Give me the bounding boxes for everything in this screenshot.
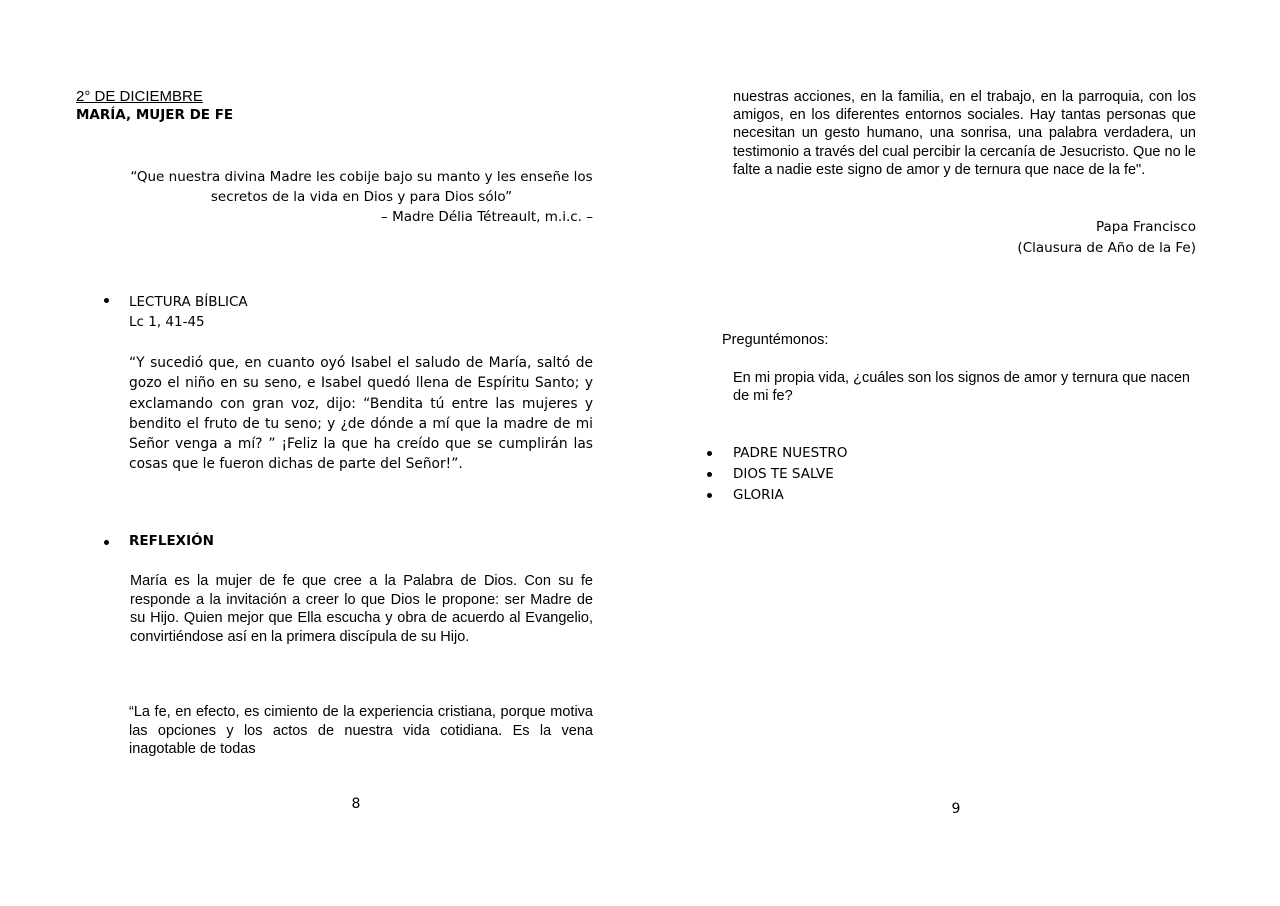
date-heading: 2° DE DICIEMBRE (76, 88, 203, 105)
reflexion-text: María es la mujer de fe que cree a la Palabra de Dios. Con su fe responde a la invitación a creer lo que Dios le propone: ser Madre de su Hijo. Quien mejor que Ella escucha y obra de acuerdo al Evangelio, convirtiéndose así en la primera discípula de su Hijo. (130, 573, 593, 645)
bullet-icon (104, 298, 109, 303)
signature-name: Papa Francisco (1096, 219, 1196, 235)
page-number-right: 9 (951, 801, 961, 817)
prayer-item: PADRE NUESTRO (733, 445, 848, 461)
lectura-section-header (129, 292, 248, 332)
preguntemonos-heading: Preguntémonos: (722, 332, 829, 348)
quote-signature (900, 217, 1196, 259)
epigraph (130, 167, 593, 227)
bullet-icon (707, 472, 712, 477)
bullet-icon (707, 451, 712, 456)
epigraph-text: “Que nuestra divina Madre les cobije bajo su manto y les enseñe los secretos de la vida en Dios y para Dios sólo” (130, 169, 593, 205)
reflection-question: En mi propia vida, ¿cuáles son los signos de amor y ternura que nacen de mi fe? (733, 370, 1190, 405)
page-number-left: 8 (351, 796, 361, 812)
lectura-reference: Lc 1, 41-45 (129, 314, 205, 330)
prayer-item: GLORIA (733, 487, 784, 503)
lectura-heading: LECTURA BÍBLICA (129, 294, 248, 310)
epigraph-attribution: – Madre Délia Tétreault, m.i.c. – (381, 209, 593, 225)
page-title: MARÍA, MUJER DE FE (76, 107, 234, 123)
bullet-icon (104, 540, 109, 545)
prayer-item: DIOS TE SALVE (733, 466, 834, 482)
quote-start: “La fe, en efecto, es cimiento de la experiencia cristiana, porque motiva las opciones y los actos de nuestra vida cotidiana. Es la vena inagotable de todas (129, 704, 593, 758)
reflexion-heading: REFLEXIÓN (129, 533, 214, 549)
quote-continuation: nuestras acciones, en la familia, en el trabajo, en la parroquia, con los amigos, en los diferentes entornos sociales. Hay tantas personas que necesitan un gesto humano, una sonrisa, una palabra verdadera, un testimonio a través del cual percibir la cercanía de Jesucristo. Que no le falte a nadie este signo de amor y de ternura que nace de la fe". (733, 89, 1196, 178)
lectura-text: “Y sucedió que, en cuanto oyó Isabel el saludo de María, saltó de gozo el niño en su seno, e Isabel quedó llena de Espíritu Santo; y exclamando con gran voz, dijo: “Bendita tú entre las mujeres y bendito el fruto de tu seno; y ¿de dónde a mí que la madre de mi Señor venga a mí? ” ¡Feliz la que ha creído que se cumplirán las cosas que le fueron dichas de parte del Señor!”. (129, 355, 593, 473)
signature-source: (Clausura de Año de la Fe) (1017, 240, 1196, 256)
bullet-icon (707, 493, 712, 498)
